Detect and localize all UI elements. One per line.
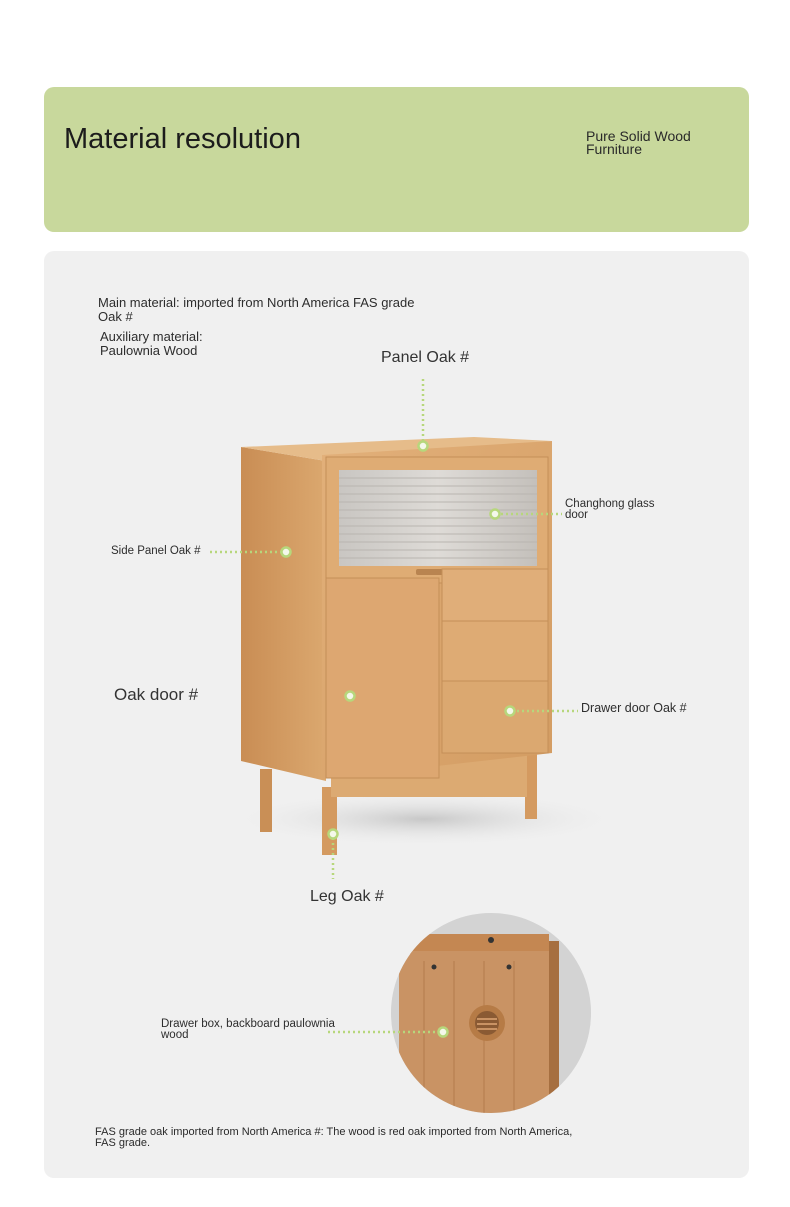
header-banner bbox=[44, 87, 749, 232]
callout-glass-door: Changhong glass door bbox=[565, 498, 655, 521]
material-card bbox=[44, 251, 749, 1178]
oak-door bbox=[326, 578, 439, 778]
floor-shadow bbox=[224, 791, 624, 847]
callout-side-panel: Side Panel Oak # bbox=[111, 545, 201, 557]
callout-drawer-door: Drawer door Oak # bbox=[581, 701, 687, 715]
drawer-box-detail bbox=[374, 911, 604, 1131]
leg-back-left bbox=[260, 769, 272, 832]
callout-drawer-box: Drawer box, backboard paulownia wood bbox=[161, 1018, 335, 1041]
auxiliary-material-text: Auxiliary material: Paulownia Wood bbox=[100, 329, 203, 358]
footnote: FAS grade oak imported from North America #: The wood is red oak imported from North America, FAS grade. bbox=[95, 1126, 573, 1149]
drawer-3 bbox=[442, 681, 548, 753]
leg-front-left bbox=[322, 787, 337, 855]
header-title: Material resolution bbox=[64, 123, 301, 155]
callout-oak-door: Oak door # bbox=[114, 685, 199, 704]
drawer-1 bbox=[442, 569, 548, 625]
drawer-2 bbox=[442, 621, 548, 687]
side-panel bbox=[241, 447, 326, 781]
callout-leg-oak: Leg Oak # bbox=[310, 888, 384, 905]
header-subtitle: Pure Solid Wood Furniture bbox=[586, 128, 691, 157]
main-material-text: Main material: imported from North America FAS grade Oak # bbox=[98, 295, 415, 324]
callout-panel-oak: Panel Oak # bbox=[381, 349, 470, 366]
